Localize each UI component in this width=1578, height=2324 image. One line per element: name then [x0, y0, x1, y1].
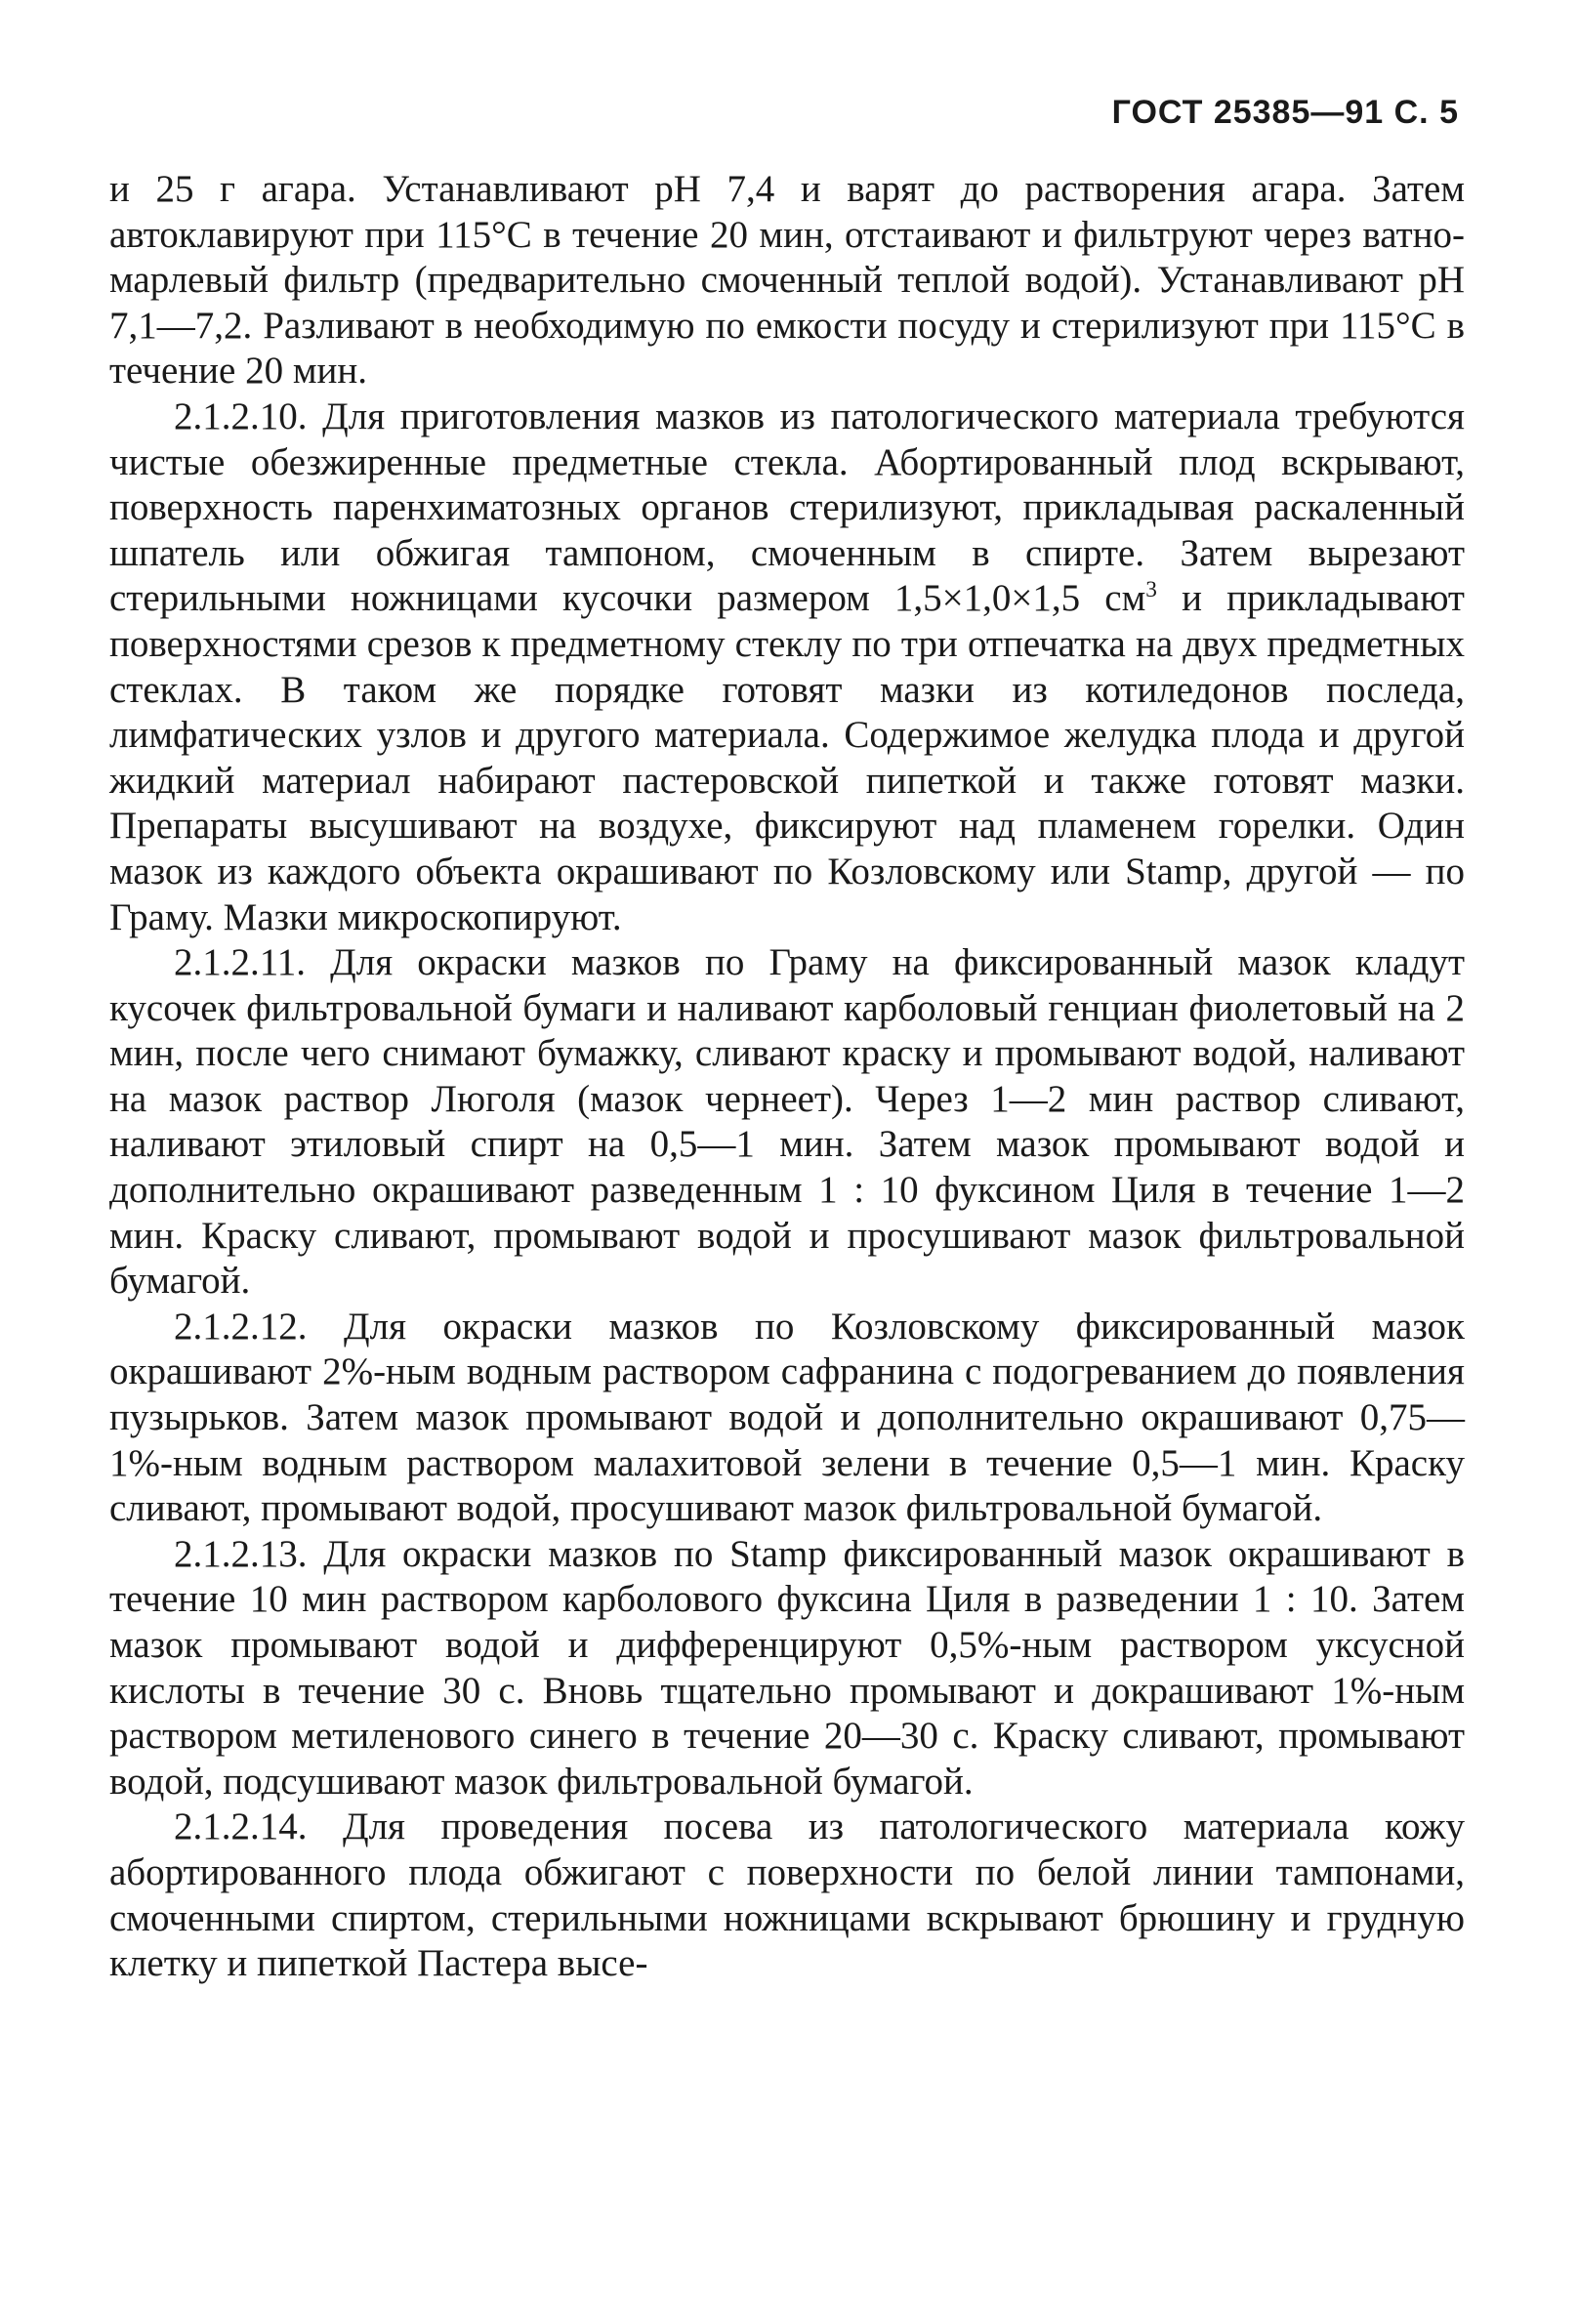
paragraph-2-1-2-13: 2.1.2.13. Для окраски мазков по Stamp фиксированный мазок окрашивают в течение 10 мин раствором карболового фуксина Циля в разведении 1 : 10. Затем мазок промывают водой и дифференцируют 0,5%-ным раствором уксусной кислоты в течение 30 с. Вновь тщательно промывают и докрашивают 1%-ным раствором метиленового синего в течение 20—30 с. Краску сливают, промывают водой, подсушивают мазок фильтровальной бумагой. — [109, 1532, 1465, 1803]
paragraph-2-1-2-11: 2.1.2.11. Для окраски мазков по Граму на фиксированный мазок кладут кусочек фильтровальной бумаги и наливают карболовый генциан фиолетовый на 2 мин, после чего снимают бумажку, сливают краску и промывают водой, наливают на мазок раствор Люголя (мазок чернеет). Через 1—2 мин раствор сливают, наливают этиловый спирт на 0,5—1 мин. Затем мазок промывают водой и дополнительно окрашивают разведенным 1 : 10 фуксином Циля в течение 1—2 мин. Краску сливают, промывают водой и просушивают мазок фильтровальной бумагой. — [109, 941, 1465, 1303]
paragraph-continuation: и 25 г агара. Устанавливают рН 7,4 и варят до растворения агара. Затем автоклавируют при 115°С в течение 20 мин, отстаивают и фильтруют через ватно-марлевый фильтр (предварительно смоченный теплой водой). Устанавливают рН 7,1—7,2. Разливают в необходимую по емкости посуду и стерилизуют при 115°С в течение 20 мин. — [109, 168, 1465, 393]
paragraph-2-1-2-12: 2.1.2.12. Для окраски мазков по Козловскому фиксированный мазок окрашивают 2%-ным водным раствором сафранина с подогреванием до появления пузырьков. Затем мазок промывают водой и дополнительно окрашивают 0,75—1%-ным водным раствором малахитовой зелени в течение 0,5—1 мин. Краску сливают, промывают водой, просушивают мазок фильтровальной бумагой. — [109, 1305, 1465, 1530]
paragraph-2-1-2-10 — [109, 394, 1465, 940]
running-header: ГОСТ 25385—91 С. 5 — [1111, 94, 1459, 131]
paragraph-2-1-2-14: 2.1.2.14. Для проведения посева из патологического материала кожу абортированного плода обжигают с поверхности по белой линии тампонами, смоченными спиртом, стерильными ножницами вскрывают брюшину и грудную клетку и пипеткой Пастера высе- — [109, 1805, 1465, 1985]
document-body — [109, 167, 1465, 1987]
superscript: 3 — [1145, 577, 1157, 603]
paragraph-text: 2.1.2.10. Для приготовления мазков из патологического материала требуются чистые обезжиренные предметные стекла. Абортированный плод вскрывают, поверхность паренхиматозных органов стерилизуют, прикладывая раскаленный шпатель или обжигая тампоном, смоченным в спирте. Затем вырезают стерильными ножницами кусочки размером 1,5×1,0×1,5 см — [109, 394, 1465, 620]
paragraph-text: и прикладывают поверхностями срезов к предметному стеклу по три отпечатка на двух предметных стеклах. В таком же порядке готовят мазки из котиледонов последа, лимфатических узлов и другого материала. Содержимое желудка плода и другой жидкий материал набирают пастеровской пипеткой и также готовят мазки. Препараты высушивают на воздухе, фиксируют над пламенем горелки. Один мазок из каждого объекта окрашивают по Козловскому или Stamp, другой — по Граму. Мазки микроскопируют. — [109, 577, 1465, 938]
